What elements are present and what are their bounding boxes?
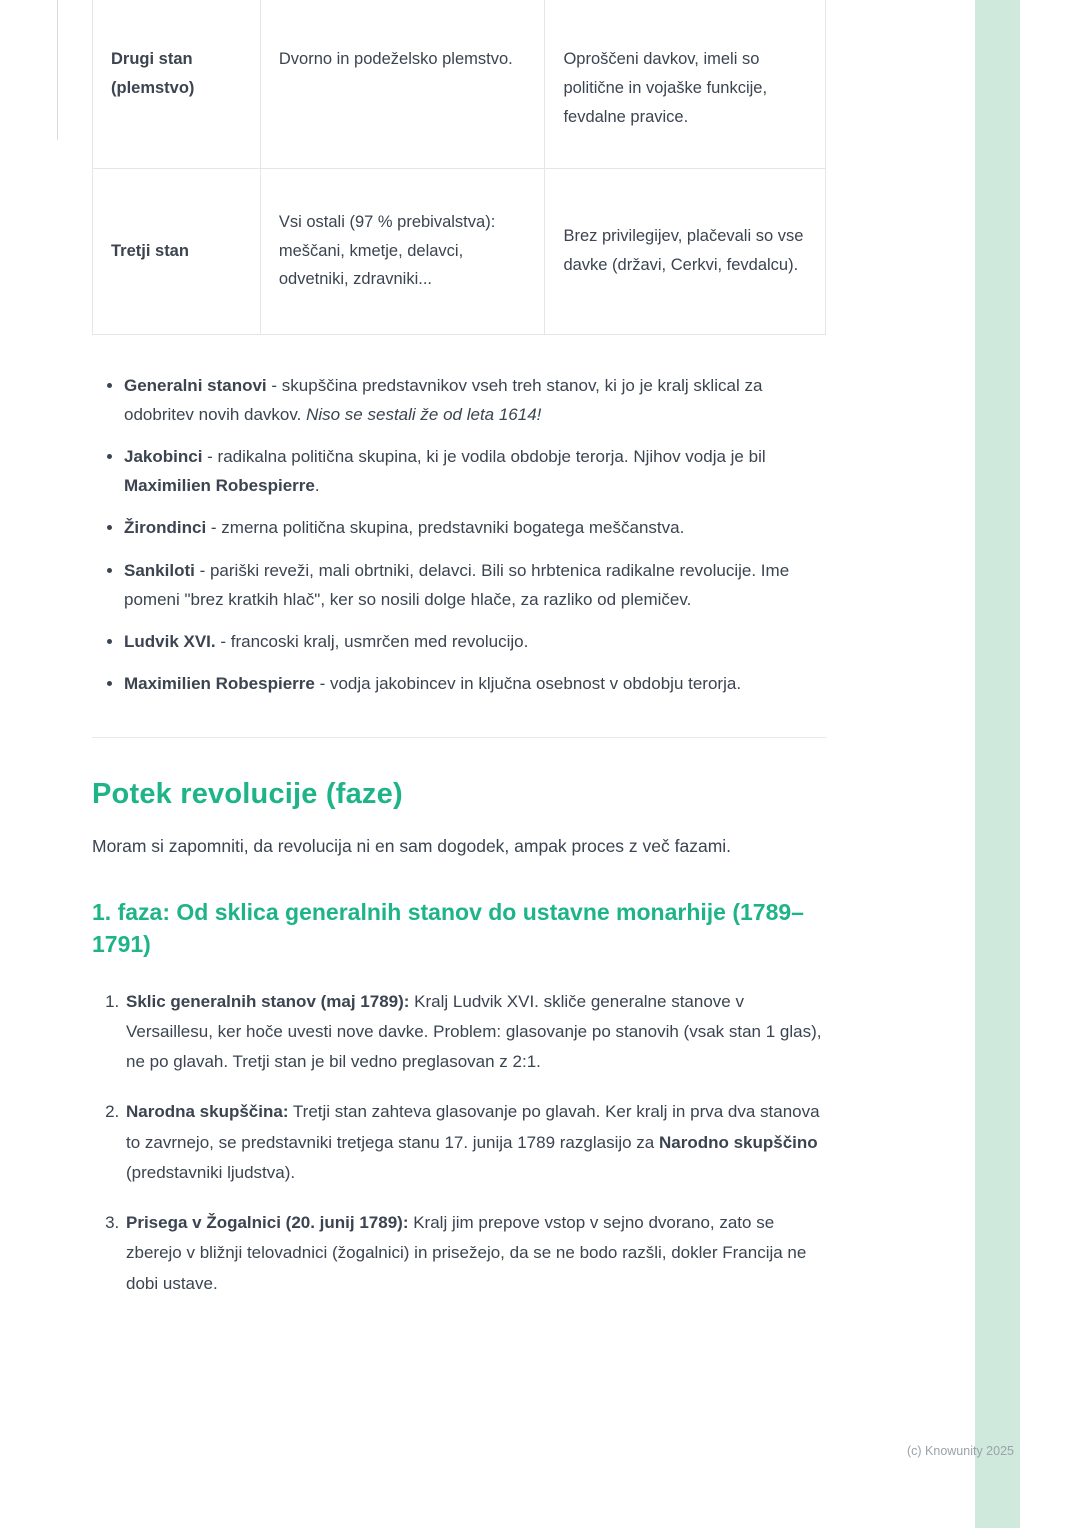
- table-row: [93, 0, 826, 168]
- phase-heading: 1. faza: Od sklica generalnih stanov do ustavne monarhije (1789–1791): [92, 899, 804, 957]
- phase-steps-list: [92, 987, 826, 1299]
- privileges-cell: Oproščeni davkov, imeli so politične in vojaške funkcije, fevdalne pravice.: [545, 0, 826, 168]
- definitions-list: [92, 371, 826, 699]
- document-content: [92, 0, 826, 1319]
- section-title: Potek revolucije (faze): [92, 777, 403, 810]
- accent-band: [975, 0, 1020, 1528]
- phase-step-item: 3. Prisega v Žogalnici (20. junij 1789): Kralj jim prepove vstop v sejno dvorano, zato se zberejo v bližnji telovadnici (žogalnici) in prisežejo, da se ne bodo razšli, dokler Francija ne dobi ustave.: [124, 1208, 826, 1299]
- section-divider: [92, 737, 826, 738]
- definition-item: • Sankiloti - pariški reveži, mali obrtniki, delavci. Bili so hrbtenica radikalne revolucije. Ime pomeni "brez kratkih hlač", ker so nosili dolge hlače, za razliko od plemičev.: [124, 556, 826, 614]
- page-edge-line: [57, 0, 58, 140]
- table-row: [93, 168, 826, 334]
- watermark: (c) Knowunity 2025: [906, 1444, 1014, 1458]
- definition-item: • Jakobinci - radikalna politična skupina, ki je vodila obdobje terorja. Njihov vodja je bil Maximilien Robespierre.: [124, 442, 826, 500]
- description-cell: Vsi ostali (97 % prebivalstva): meščani, kmetje, delavci, odvetniki, zdravniki...: [260, 168, 545, 334]
- intro-paragraph: Moram si zapomniti, da revolucija ni en sam dogodek, ampak proces z več fazami.: [92, 835, 732, 856]
- definition-item: • Generalni stanovi - skupščina predstavnikov vseh treh stanov, ki jo je kralj sklical za odobritev novih davkov. Niso se sestali že od leta 1614!: [124, 371, 826, 429]
- definition-item: • Ludvik XVI. - francoski kralj, usmrčen med revolucijo.: [124, 627, 826, 656]
- description-cell: Dvorno in podeželsko plemstvo.: [260, 0, 545, 168]
- definition-item: • Žirondinci - zmerna politična skupina, predstavniki bogatega meščanstva.: [124, 513, 826, 542]
- estate-cell: Tretji stan: [93, 168, 261, 334]
- phase-step-item: 2. Narodna skupščina: Tretji stan zahteva glasovanje po glavah. Ker kralj in prva dva stanova to zavrnejo, se predstavniki tretjega stanu 17. junija 1789 razglasijo za Narodno skupščino (predstavniki ljudstva).: [124, 1097, 826, 1188]
- estates-table: [92, 0, 826, 335]
- privileges-cell: Brez privilegijev, plačevali so vse davke (državi, Cerkvi, fevdalcu).: [545, 168, 826, 334]
- phase-step-item: 1. Sklic generalnih stanov (maj 1789): Kralj Ludvik XVI. skliče generalne stanove v Versaillesu, ker hoče uvesti nove davke. Problem: glasovanje po stanovih (vsak stan 1 glas), ne po glavah. Tretji stan je bil vedno preglasovan z 2:1.: [124, 987, 826, 1078]
- estate-cell: Drugi stan (plemstvo): [93, 0, 261, 168]
- definition-item: • Maximilien Robespierre - vodja jakobincev in ključna osebnost v obdobju terorja.: [124, 669, 826, 698]
